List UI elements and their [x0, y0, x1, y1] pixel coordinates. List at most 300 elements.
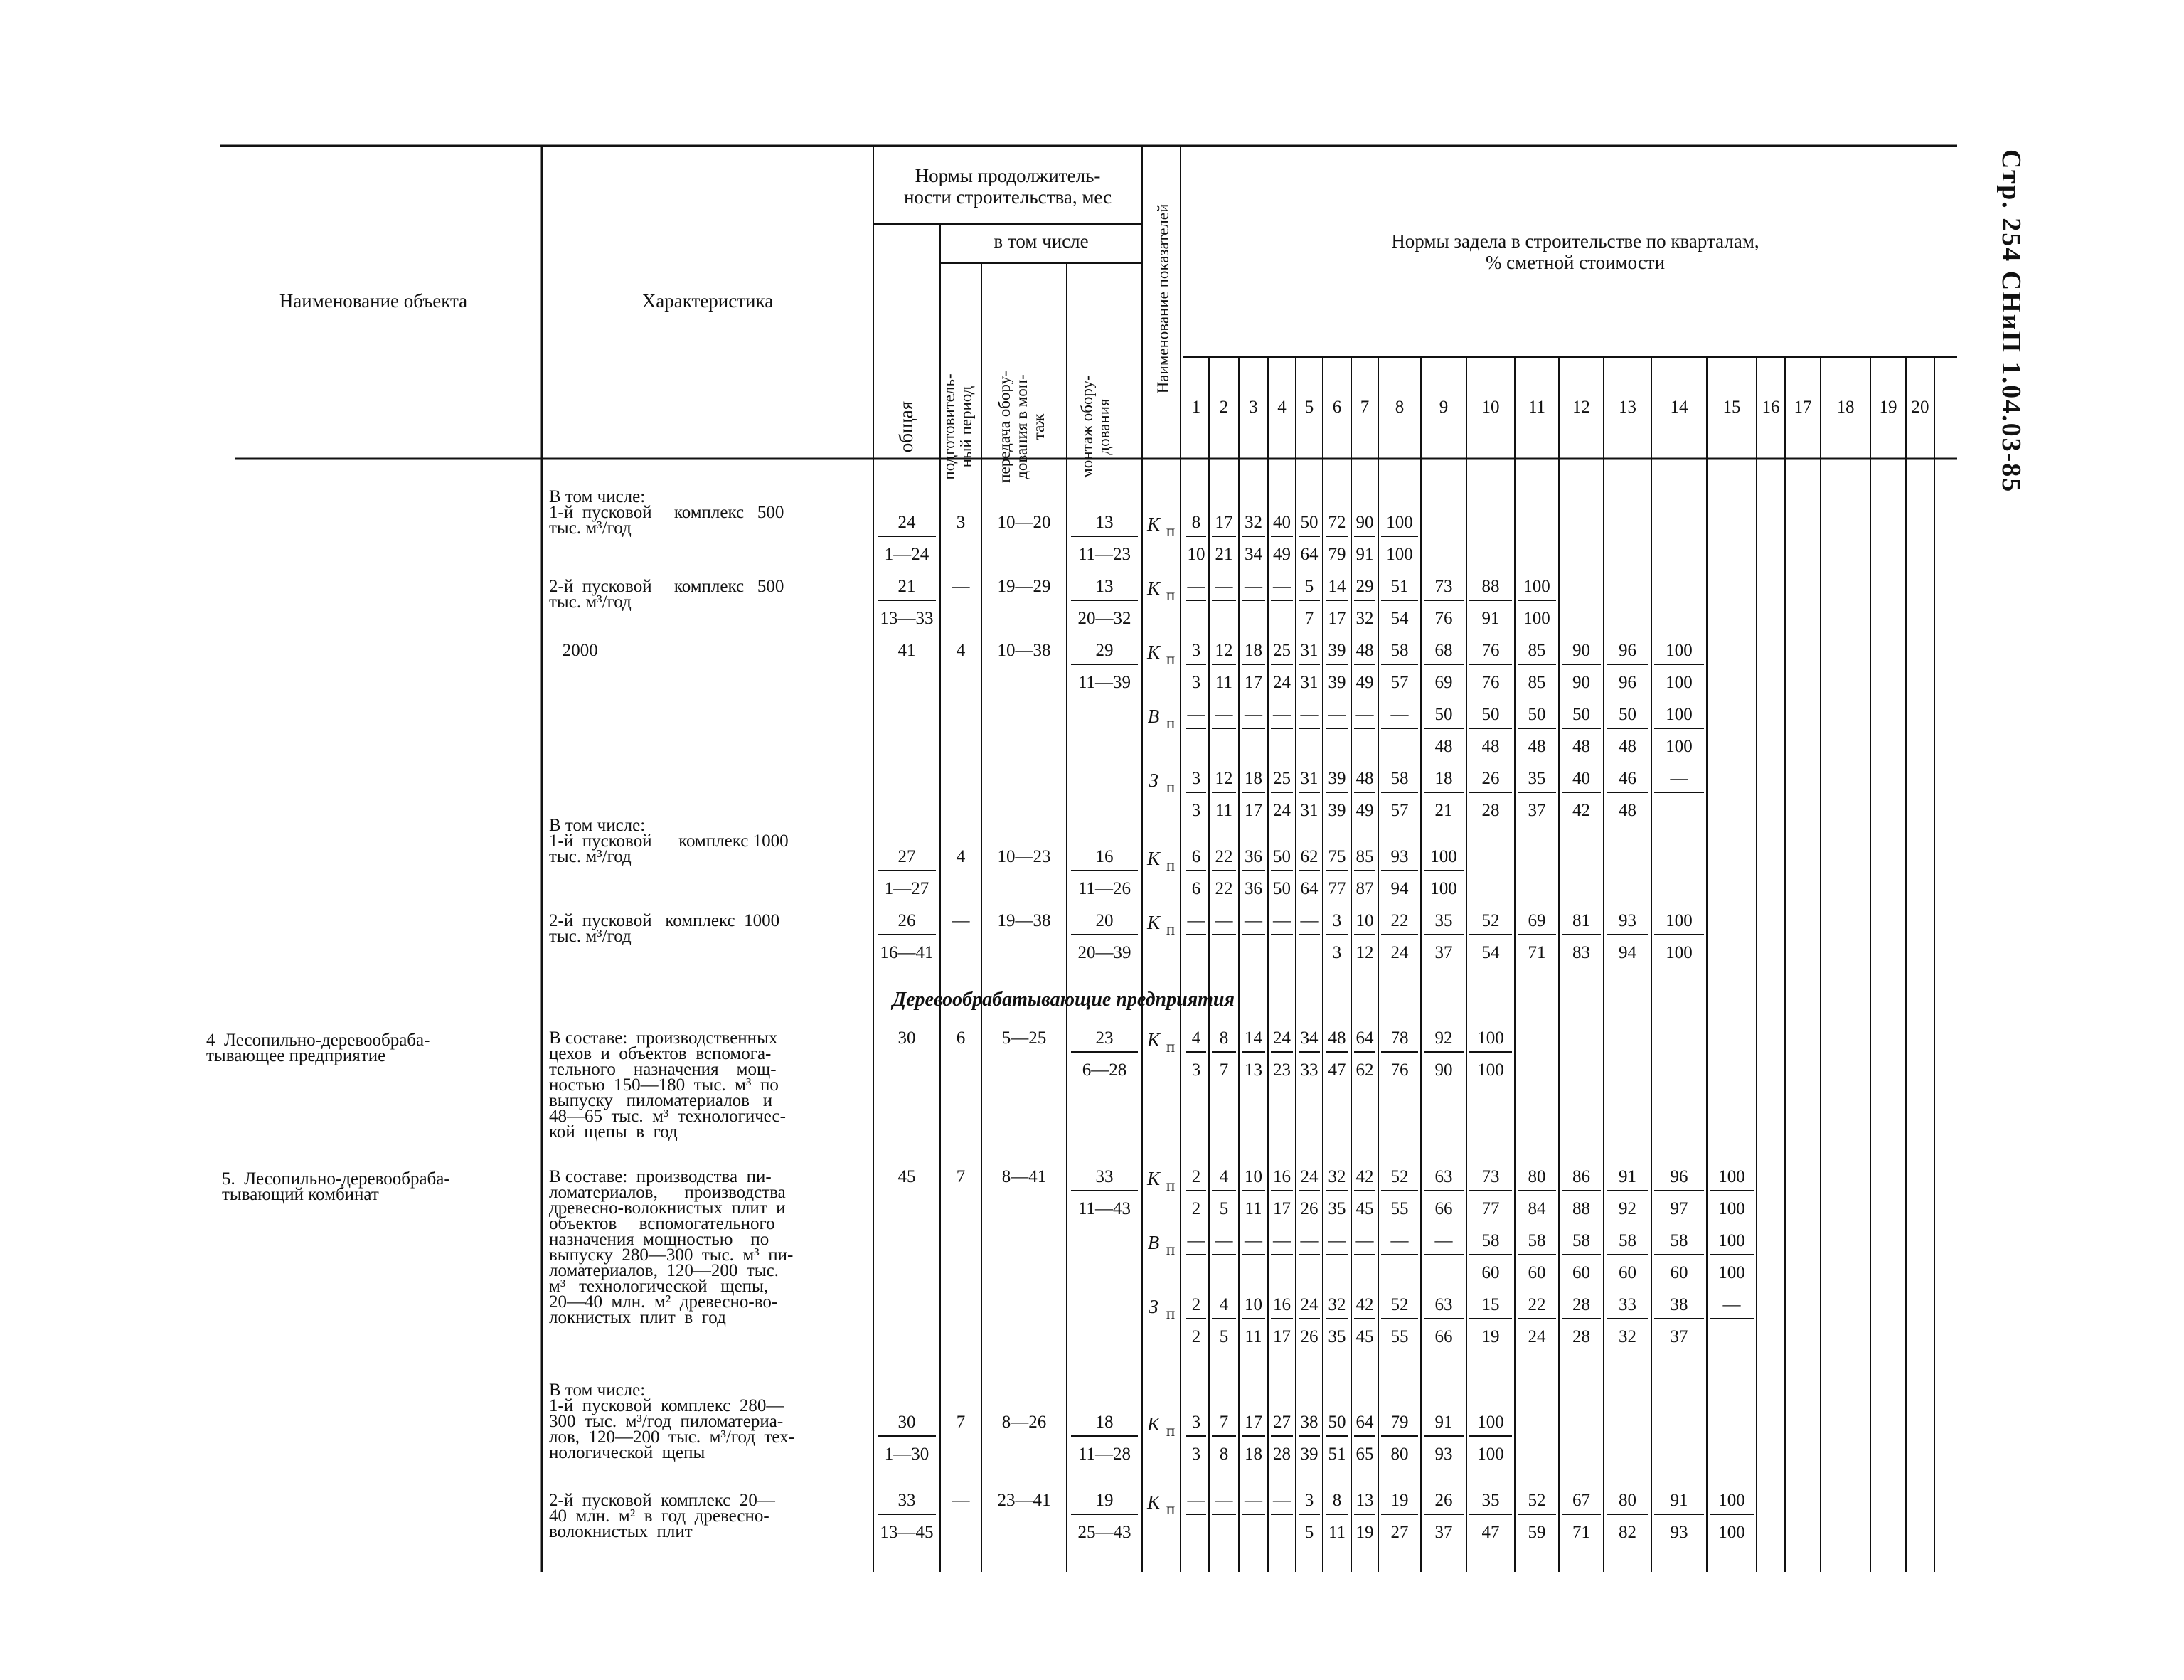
quarter-value: 52	[1390, 1167, 1409, 1186]
quarter-value: 91	[1670, 1491, 1688, 1510]
quarter-value: 27	[1273, 1413, 1291, 1432]
mounting-period: 20—32	[1077, 609, 1131, 628]
quarter-value: 66	[1434, 1327, 1453, 1346]
quarter-value: 88	[1481, 577, 1500, 596]
quarter-value: 18	[1434, 769, 1453, 788]
characteristic-6: В составе: производственных цехов и объектов вспомога- тельного назначения мощ- ностью 150—180 тыс. м³ по выпуску пиломатериалов и 48—65 тыс. м³ технологичес- кой щепы в год	[549, 1028, 786, 1142]
table-row	[885, 545, 1413, 564]
quarter-value: 38	[1670, 1295, 1688, 1314]
quarter-value: 87	[1355, 879, 1374, 898]
quarter-value: 100	[1718, 1523, 1745, 1542]
table-row	[878, 1491, 1754, 1518]
indicator-symbol: З	[1149, 1296, 1158, 1317]
quarter-value: 71	[1572, 1523, 1590, 1542]
quarter-value: —	[1245, 705, 1262, 724]
indicator-symbol: В	[1147, 1232, 1160, 1253]
quarter-value: 48	[1619, 801, 1636, 820]
mounting-period: 6—28	[1082, 1060, 1127, 1080]
quarter-value: 12	[1215, 769, 1233, 788]
table-row	[1435, 737, 1693, 756]
prep-period: 7	[956, 1167, 966, 1186]
quarter-value: 58	[1390, 769, 1409, 788]
quarter-value: 49	[1273, 545, 1291, 564]
transfer-period: 19—29	[997, 577, 1051, 596]
quarter-value: 94	[1619, 943, 1636, 962]
quarter-value: —	[1355, 1231, 1374, 1250]
quarter-value: —	[1670, 769, 1688, 788]
quarter-value: 77	[1328, 879, 1346, 898]
header-equipment-transfer: таж	[1030, 413, 1048, 440]
quarter-value: 100	[1430, 879, 1457, 898]
quarter-value: 58	[1619, 1231, 1636, 1250]
quarter-value: 11	[1245, 1327, 1262, 1346]
table-row	[1192, 801, 1636, 820]
quarter-value: —	[1215, 577, 1233, 596]
quarter-value: 100	[1430, 847, 1457, 866]
indicator-symbol: К	[1147, 848, 1160, 869]
quarter-number: 7	[1360, 398, 1370, 417]
quarter-value: 32	[1328, 1295, 1346, 1314]
quarter-value: 48	[1355, 641, 1374, 660]
quarter-value: 49	[1355, 673, 1374, 692]
quarter-value: 100	[1718, 1263, 1745, 1282]
characteristic-2: 2-й пусковой комплекс 500 тыс. м³/год	[549, 577, 784, 612]
mounting-period: 16	[1095, 847, 1114, 866]
quarter-value: 93	[1619, 911, 1636, 930]
table-row	[885, 1445, 1504, 1464]
quarter-value: 86	[1572, 1167, 1590, 1186]
quarter-value: 64	[1300, 545, 1319, 564]
quarter-value: 3	[1332, 911, 1342, 930]
quarter-value: 24	[1528, 1327, 1546, 1346]
quarter-value: 97	[1670, 1199, 1688, 1218]
quarter-value: 54	[1481, 943, 1500, 962]
indicator-symbol: К	[1147, 578, 1160, 599]
quarter-number: 16	[1762, 398, 1780, 417]
indicator-symbol: З	[1149, 770, 1158, 791]
table-row	[1082, 1060, 1504, 1080]
quarter-value: 35	[1434, 911, 1453, 930]
quarter-value: 100	[1718, 1167, 1745, 1186]
table-row	[1149, 769, 1704, 796]
quarter-value: 31	[1300, 801, 1319, 820]
quarter-value: 14	[1245, 1028, 1262, 1048]
quarter-value: 85	[1355, 847, 1374, 866]
quarter-value: 37	[1434, 1523, 1453, 1542]
quarter-value: 91	[1619, 1167, 1636, 1186]
quarter-number: 3	[1249, 398, 1258, 417]
quarter-value: 34	[1245, 545, 1262, 564]
table-row	[1148, 705, 1704, 732]
margin-page-header: Стр. 254 СНиП 1.04.03-85	[1996, 149, 2026, 494]
quarter-value: 18	[1245, 641, 1262, 660]
quarter-value: 96	[1619, 673, 1636, 692]
quarter-value: 91	[1355, 545, 1374, 564]
quarter-value: 100	[1666, 737, 1693, 756]
quarter-value: —	[1187, 705, 1205, 724]
transfer-period: 10—20	[997, 513, 1051, 532]
quarter-number: 10	[1481, 398, 1500, 417]
quarter-value: 84	[1528, 1199, 1546, 1218]
mounting-period: 33	[1095, 1167, 1114, 1186]
quarter-value: 13	[1355, 1491, 1374, 1510]
quarter-value: 100	[1523, 609, 1550, 628]
quarter-value: 11	[1245, 1199, 1262, 1218]
quarter-value: 94	[1390, 879, 1409, 898]
quarter-value: 17	[1245, 1413, 1262, 1432]
quarter-value: 16	[1273, 1167, 1291, 1186]
quarter-value: 28	[1273, 1445, 1291, 1464]
quarter-value: 40	[1273, 513, 1291, 532]
section-title: Деревообрабатывающие предприятия	[893, 989, 1235, 1011]
quarter-value: —	[1245, 1491, 1262, 1510]
prep-period: 4	[956, 641, 966, 660]
characteristic-5: 2-й пусковой комплекс 1000 тыс. м³/год	[549, 911, 780, 946]
quarter-value: 60	[1572, 1263, 1590, 1282]
quarter-value: —	[1434, 1231, 1453, 1250]
quarter-number: 19	[1879, 398, 1897, 417]
prep-period: 3	[956, 513, 966, 532]
quarter-value: 51	[1328, 1445, 1346, 1464]
indicator-subscript: п	[1166, 1038, 1176, 1056]
quarter-value: 80	[1619, 1491, 1636, 1510]
quarter-value: 96	[1619, 641, 1636, 660]
quarter-value: 100	[1477, 1028, 1504, 1048]
quarter-value: 100	[1666, 911, 1693, 930]
quarter-value: 10	[1187, 545, 1205, 564]
mounting-period: 19	[1095, 1491, 1114, 1510]
header-prep-period: подготовитель-	[940, 373, 958, 480]
quarter-value: 19	[1355, 1523, 1374, 1542]
indicator-subscript: п	[1166, 1304, 1176, 1322]
header-prep-period: ный период	[957, 386, 975, 468]
quarter-value: 46	[1619, 769, 1636, 788]
quarter-value: 17	[1273, 1327, 1291, 1346]
table-row	[878, 911, 1704, 938]
characteristic-3: 2000	[549, 641, 598, 660]
quarter-value: —	[1355, 705, 1374, 724]
quarter-value: 5	[1219, 1327, 1229, 1346]
quarter-value: —	[1300, 1231, 1319, 1250]
quarter-value: 60	[1619, 1263, 1636, 1282]
quarter-value: 7	[1304, 609, 1314, 628]
quarter-value: 14	[1328, 577, 1346, 596]
indicator-symbol: К	[1147, 1029, 1160, 1051]
transfer-period: 10—38	[997, 641, 1051, 660]
quarter-value: 22	[1528, 1295, 1546, 1314]
quarter-value: 3	[1191, 673, 1201, 692]
quarter-value: 62	[1300, 847, 1319, 866]
quarter-number: 18	[1836, 398, 1855, 417]
quarter-value: 91	[1481, 609, 1500, 628]
quarter-value: 22	[1215, 847, 1233, 866]
quarter-value: 40	[1572, 769, 1590, 788]
quarter-value: 2	[1191, 1199, 1201, 1218]
quarter-value: 50	[1572, 705, 1590, 724]
header-backlog: % сметной стоимости	[1485, 252, 1666, 273]
quarter-value: 13	[1245, 1060, 1262, 1080]
quarter-value: —	[1187, 1231, 1205, 1250]
quarter-value: 6	[1191, 879, 1201, 898]
quarter-value: 50	[1528, 705, 1546, 724]
quarter-value: —	[1390, 1231, 1409, 1250]
quarter-value: —	[1273, 1491, 1291, 1510]
quarter-value: 100	[1718, 1231, 1745, 1250]
quarter-value: 93	[1390, 847, 1409, 866]
quarter-value: 8	[1191, 513, 1201, 532]
quarter-value: 59	[1528, 1523, 1546, 1542]
quarter-value: 2	[1191, 1167, 1201, 1186]
indicator-subscript: п	[1166, 778, 1176, 796]
quarter-number: 13	[1619, 398, 1636, 417]
transfer-period: 23—41	[997, 1491, 1051, 1510]
quarter-value: —	[1187, 1491, 1205, 1510]
quarter-value: 57	[1390, 673, 1409, 692]
table-row	[878, 577, 1556, 604]
quarter-value: 32	[1328, 1167, 1346, 1186]
quarter-value: 50	[1273, 879, 1291, 898]
quarter-value: 100	[1386, 513, 1413, 532]
mounting-period: 11—43	[1077, 1199, 1131, 1218]
quarter-value: 38	[1300, 1413, 1319, 1432]
indicator-subscript: п	[1166, 714, 1176, 732]
transfer-period: 19—38	[997, 911, 1051, 930]
indicator-subscript: п	[1166, 586, 1176, 604]
quarter-value: 68	[1434, 641, 1453, 660]
quarter-value: 37	[1434, 943, 1453, 962]
indicator-subscript: п	[1166, 1176, 1176, 1194]
quarter-value: 64	[1355, 1028, 1374, 1048]
quarter-number: 9	[1439, 398, 1449, 417]
header-equipment-transfer: дования в мон-	[1013, 374, 1030, 479]
quarter-value: —	[1300, 705, 1319, 724]
transfer-period: 8—26	[1001, 1413, 1047, 1432]
quarter-value: 8	[1219, 1028, 1229, 1048]
quarter-value: 35	[1328, 1199, 1346, 1218]
quarter-value: 80	[1528, 1167, 1546, 1186]
quarter-value: 88	[1572, 1199, 1590, 1218]
mounting-period: 13	[1095, 577, 1114, 596]
quarter-value: 93	[1434, 1445, 1453, 1464]
transfer-period: 5—25	[1001, 1028, 1047, 1048]
quarter-number: 20	[1911, 398, 1929, 417]
quarter-value: 64	[1355, 1413, 1374, 1432]
characteristic-1: В том числе: 1-й пусковой комплекс 500 тыс. м³/год	[549, 487, 784, 538]
quarter-value: 24	[1273, 1028, 1291, 1048]
total-duration: 33	[897, 1491, 916, 1510]
quarter-value: 6	[1191, 847, 1201, 866]
quarter-value: 57	[1390, 801, 1409, 820]
table-row	[885, 879, 1457, 898]
quarter-value: 10	[1245, 1295, 1262, 1314]
quarter-value: 42	[1355, 1167, 1374, 1186]
quarter-value: 39	[1328, 673, 1346, 692]
indicator-symbol: К	[1147, 1413, 1160, 1435]
quarter-value: 73	[1434, 577, 1453, 596]
quarter-value: 58	[1572, 1231, 1590, 1250]
quarter-value: 24	[1390, 943, 1409, 962]
quarter-value: 79	[1390, 1413, 1409, 1432]
quarter-value: 17	[1328, 609, 1346, 628]
quarter-value: 24	[1273, 801, 1291, 820]
quarter-value: 28	[1572, 1327, 1590, 1346]
quarter-value: 58	[1528, 1231, 1546, 1250]
quarter-value: 50	[1481, 705, 1500, 724]
quarter-value: 18	[1245, 1445, 1262, 1464]
quarter-value: 36	[1245, 847, 1262, 866]
quarter-value: 50	[1328, 1413, 1346, 1432]
quarter-value: 11	[1215, 673, 1233, 692]
quarter-value: 5	[1219, 1199, 1229, 1218]
header-equipment-transfer: передача обору-	[996, 371, 1013, 483]
quarter-value: 100	[1477, 1060, 1504, 1080]
quarter-value: 76	[1481, 641, 1500, 660]
quarter-value: 48	[1355, 769, 1374, 788]
quarter-value: —	[1273, 705, 1291, 724]
quarter-value: 29	[1355, 577, 1374, 596]
quarter-number: 15	[1722, 398, 1741, 417]
quarter-number: 4	[1277, 398, 1287, 417]
quarter-value: 3	[1332, 943, 1342, 962]
quarter-value: 27	[1390, 1523, 1409, 1542]
mounting-period: 25—43	[1077, 1523, 1131, 1542]
quarter-value: 33	[1300, 1060, 1319, 1080]
quarter-value: —	[1187, 577, 1205, 596]
indicator-subscript: п	[1166, 1240, 1176, 1258]
indicator-subscript: п	[1166, 1422, 1176, 1440]
quarter-value: 90	[1434, 1060, 1453, 1080]
quarter-value: 17	[1245, 801, 1262, 820]
mounting-period: 11—39	[1077, 673, 1131, 692]
quarter-value: 67	[1572, 1491, 1590, 1510]
mounting-period: 18	[1095, 1413, 1114, 1432]
total-duration: 26	[897, 911, 916, 930]
indicator-subscript: п	[1166, 650, 1176, 668]
quarter-value: 71	[1528, 943, 1546, 962]
quarter-value: 19	[1390, 1491, 1409, 1510]
prep-period: 7	[956, 1413, 966, 1432]
characteristic-7: В составе: производства пи- ломатериалов, производства древесно-волокнистых плит и объектов вспомогательного назначения мощностью по выпуску 280—300 тыс. м³ пи- ломатериалов, 120—200 тыс. м³ технологической щепы, 20—40 млн. м² древесно-во- локнистых плит в год	[549, 1167, 794, 1327]
quarter-value: 91	[1434, 1413, 1453, 1432]
header-equipment-mounting: монтаж обору-	[1078, 375, 1096, 479]
quarter-value: 26	[1434, 1491, 1453, 1510]
total-duration: 24	[897, 513, 916, 532]
quarter-value: 52	[1481, 911, 1500, 930]
prep-period: —	[952, 1491, 970, 1510]
quarter-value: 48	[1572, 737, 1590, 756]
quarter-value: 4	[1219, 1295, 1229, 1314]
quarter-value: 3	[1191, 1445, 1201, 1464]
indicator-subscript: п	[1166, 522, 1176, 540]
table-row	[898, 1028, 1513, 1056]
quarter-value: —	[1245, 1231, 1262, 1250]
quarter-value: 69	[1528, 911, 1546, 930]
quarter-value: —	[1273, 577, 1291, 596]
quarter-value: 48	[1328, 1028, 1346, 1048]
quarter-value: 4	[1191, 1028, 1201, 1048]
quarter-value: 92	[1619, 1199, 1636, 1218]
quarter-value: 62	[1355, 1060, 1374, 1080]
quarter-value: 93	[1670, 1523, 1688, 1542]
quarter-value: 31	[1300, 673, 1319, 692]
mounting-period: 11—26	[1077, 879, 1131, 898]
indicator-subscript: п	[1166, 920, 1176, 938]
header-characteristic: Характеристика	[641, 290, 774, 312]
quarter-value: 50	[1273, 847, 1291, 866]
table-row	[1192, 1327, 1688, 1346]
quarter-value: 5	[1304, 1523, 1314, 1542]
quarter-value: 76	[1434, 609, 1453, 628]
quarter-value: 50	[1300, 513, 1319, 532]
total-duration: 41	[897, 641, 916, 660]
quarter-value: 66	[1434, 1199, 1453, 1218]
quarter-value: 31	[1300, 641, 1319, 660]
quarter-value: 37	[1670, 1327, 1688, 1346]
quarter-value: 82	[1619, 1523, 1636, 1542]
quarter-value: 58	[1670, 1231, 1688, 1250]
prep-period: 4	[956, 847, 966, 866]
table-row	[1078, 673, 1693, 692]
table-row	[898, 1167, 1754, 1194]
header-indicator-name: Наименование показателей	[1154, 203, 1172, 394]
quarter-value: 81	[1572, 911, 1590, 930]
header-in-that-number: в том числе	[994, 230, 1089, 252]
indicator-symbol: К	[1147, 642, 1160, 663]
total-duration: 16—41	[880, 943, 934, 962]
quarter-value: —	[1245, 577, 1262, 596]
quarter-value: 76	[1481, 673, 1500, 692]
quarter-value: 26	[1300, 1327, 1319, 1346]
quarter-value: 39	[1300, 1445, 1319, 1464]
quarter-value: 48	[1619, 737, 1636, 756]
quarter-number: 5	[1304, 398, 1314, 417]
total-duration: 1—27	[884, 879, 929, 898]
quarter-value: 48	[1481, 737, 1500, 756]
quarter-value: 92	[1434, 1028, 1453, 1048]
quarter-value: 22	[1390, 911, 1409, 930]
quarter-value: 39	[1328, 801, 1346, 820]
mounting-period: 13	[1095, 513, 1114, 532]
quarter-value: 77	[1481, 1199, 1500, 1218]
quarter-value: 52	[1528, 1491, 1546, 1510]
quarter-value: 24	[1300, 1167, 1319, 1186]
quarter-value: 7	[1219, 1413, 1229, 1432]
total-duration: 13—33	[880, 609, 934, 628]
table-row	[1078, 1199, 1745, 1218]
quarter-value: 25	[1273, 641, 1291, 660]
quarter-value: 69	[1434, 673, 1453, 692]
quarter-value: 24	[1300, 1295, 1319, 1314]
quarter-value: —	[1245, 911, 1262, 930]
table-row	[878, 513, 1418, 540]
quarter-value: 42	[1355, 1295, 1374, 1314]
quarter-number: 12	[1572, 398, 1590, 417]
quarter-value: 31	[1300, 769, 1319, 788]
quarter-value: 39	[1328, 769, 1346, 788]
quarter-value: 3	[1191, 801, 1201, 820]
quarter-value: 11	[1328, 1523, 1346, 1542]
indicator-symbol: К	[1147, 1168, 1160, 1189]
quarter-value: 48	[1528, 737, 1546, 756]
indicator-subscript: п	[1166, 856, 1176, 874]
total-duration: 30	[897, 1028, 916, 1048]
quarter-value: 12	[1355, 943, 1374, 962]
header-duration: ности стрoительства, мес	[903, 186, 1112, 208]
quarter-number: 11	[1528, 398, 1546, 417]
mounting-period: 29	[1095, 641, 1114, 660]
total-duration: 27	[897, 847, 916, 866]
quarter-value: 3	[1191, 1413, 1201, 1432]
